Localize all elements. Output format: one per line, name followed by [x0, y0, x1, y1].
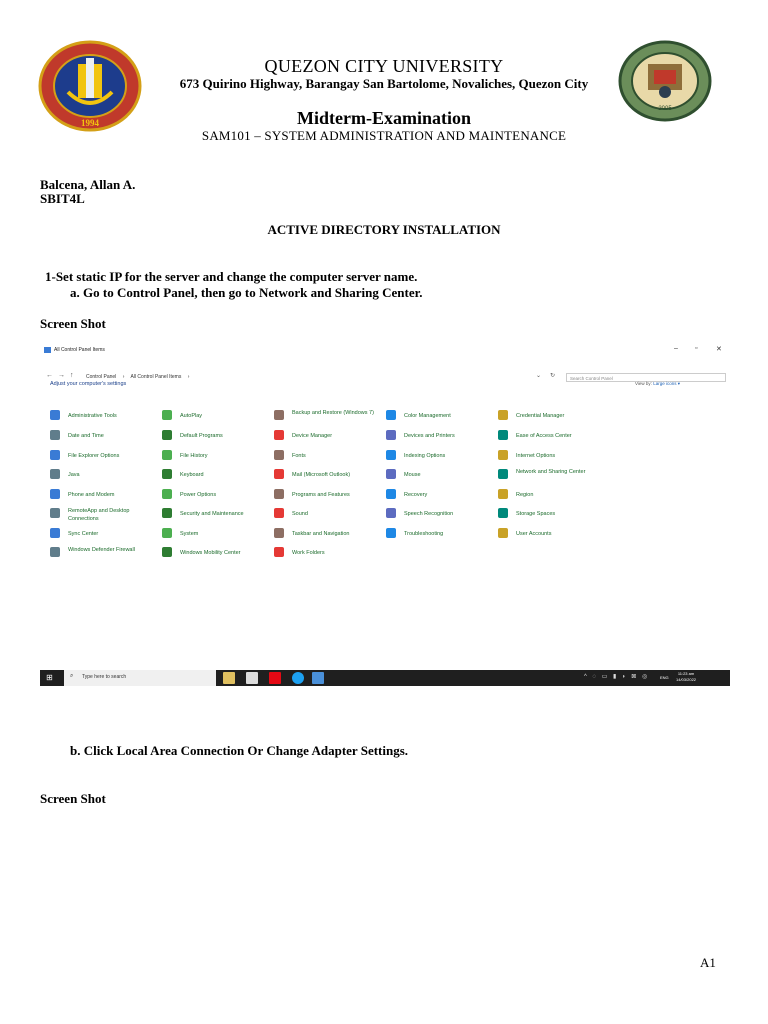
- control-panel-item-label: Java: [68, 472, 80, 478]
- window-title: All Control Panel Items: [54, 347, 105, 353]
- taskbar-search[interactable]: [64, 670, 216, 686]
- control-panel-item-label: Sound: [292, 511, 308, 517]
- control-panel-item-label: File History: [180, 453, 208, 459]
- logo-year-right: 2005: [658, 106, 672, 112]
- window-titlebar: [40, 344, 730, 358]
- control-panel-item-label: Credential Manager: [516, 413, 565, 419]
- language-indicator[interactable]: ENG: [660, 675, 669, 680]
- maximize-icon[interactable]: ▫: [695, 345, 698, 352]
- control-panel-item-icon: [274, 430, 284, 440]
- student-section: SBIT4L: [40, 191, 85, 206]
- control-panel-item[interactable]: [162, 468, 270, 484]
- control-panel-item[interactable]: [274, 468, 382, 484]
- control-panel-item[interactable]: [274, 449, 382, 465]
- exam-title: Midterm-Examination: [297, 108, 471, 128]
- control-panel-item-label: Indexing Options: [404, 453, 446, 459]
- control-panel-item[interactable]: [162, 546, 270, 562]
- control-panel-item-label: Windows Mobility Center: [180, 550, 241, 556]
- screenshot-label: Screen Shot: [40, 316, 106, 331]
- close-icon[interactable]: ✕: [716, 346, 722, 353]
- control-panel-item[interactable]: [162, 449, 270, 465]
- control-panel-item-icon: [386, 528, 396, 538]
- control-panel-item-label: Security and Maintenance: [180, 511, 244, 517]
- breadcrumb-separator: ›: [187, 374, 190, 380]
- edge-browser-icon[interactable]: [292, 672, 304, 684]
- control-panel-item[interactable]: [498, 488, 606, 504]
- control-panel-item-label: Sync Center: [68, 531, 99, 537]
- university-title: QUEZON CITY UNIVERSITY: [264, 56, 504, 76]
- control-panel-item-icon: [498, 528, 508, 538]
- control-panel-item-icon: [162, 547, 172, 557]
- step-1b: b. Click Local Area Connection Or Change Adapter Settings.: [70, 743, 409, 758]
- control-panel-item[interactable]: [274, 546, 382, 562]
- control-panel-item[interactable]: [50, 527, 158, 543]
- control-panel-item-label: Region: [516, 492, 534, 498]
- control-panel-item-label: Default Programs: [180, 433, 223, 439]
- control-panel-item-label: User Accounts: [516, 531, 552, 537]
- control-panel-item-label: Ease of Access Center: [516, 433, 572, 439]
- control-panel-item[interactable]: [498, 527, 606, 543]
- control-panel-item-icon: [50, 430, 60, 440]
- control-panel-item[interactable]: [386, 527, 494, 543]
- control-panel-item[interactable]: [498, 468, 606, 484]
- control-panel-item[interactable]: [498, 449, 606, 465]
- control-panel-item-icon: [274, 410, 284, 420]
- control-panel-item-icon: [162, 450, 172, 460]
- control-panel-item[interactable]: [50, 449, 158, 465]
- control-panel-item[interactable]: [274, 527, 382, 543]
- control-panel-item-label: AutoPlay: [180, 413, 203, 419]
- control-panel-item-label: Programs and Features: [292, 492, 350, 498]
- control-panel-item-icon: [50, 547, 60, 557]
- control-panel-item-icon: [498, 410, 508, 420]
- control-panel-taskbar-icon[interactable]: [312, 672, 324, 684]
- control-panel-item[interactable]: [162, 527, 270, 543]
- page-code: A1: [700, 955, 716, 970]
- control-panel-item-icon: [274, 489, 284, 499]
- document-heading: ACTIVE DIRECTORY INSTALLATION: [267, 222, 501, 237]
- control-panel-item-icon: [386, 469, 396, 479]
- breadcrumb-separator: ›: [122, 374, 125, 380]
- control-panel-item-label: Mail (Microsoft Outlook): [292, 472, 351, 478]
- clock-date: 14/03/2022: [676, 677, 697, 682]
- student-name: Balcena, Allan A.: [40, 177, 136, 192]
- breadcrumb-item[interactable]: All Control Panel Items: [130, 374, 182, 380]
- control-panel-item[interactable]: [274, 409, 382, 425]
- adjust-settings-heading: Adjust your computer's settings: [50, 381, 127, 387]
- control-panel-item-icon: [50, 410, 60, 420]
- taskbar: [40, 670, 730, 686]
- control-panel-item-icon: [162, 410, 172, 420]
- system-tray-icons[interactable]: ^ ◌ ▭ ▮ ◗ ⊠ ◎: [584, 674, 650, 680]
- control-panel-item[interactable]: [50, 409, 158, 425]
- control-panel-item-icon: [274, 547, 284, 557]
- control-panel-item[interactable]: [386, 468, 494, 484]
- control-panel-item-label: Storage Spaces: [516, 511, 556, 517]
- taskbar-app-icon[interactable]: [246, 672, 258, 684]
- control-panel-item-icon: [50, 508, 60, 518]
- control-panel-item-label: Fonts: [292, 453, 306, 459]
- screenshot-label: Screen Shot: [40, 791, 106, 806]
- forward-arrow-icon[interactable]: →: [58, 372, 65, 379]
- control-panel-item-icon: [386, 489, 396, 499]
- control-panel-item[interactable]: [162, 409, 270, 425]
- control-panel-item[interactable]: [274, 429, 382, 445]
- search-icon: ⌕: [70, 673, 74, 679]
- dropdown-chevron-icon[interactable]: ⌄: [536, 373, 542, 379]
- control-panel-item-icon: [274, 450, 284, 460]
- university-address: 673 Quirino Highway, Barangay San Bartolome, Novaliches, Quezon City: [179, 76, 589, 91]
- up-arrow-icon[interactable]: ↑: [70, 372, 74, 379]
- control-panel-item-icon: [162, 430, 172, 440]
- control-panel-item[interactable]: [50, 546, 158, 562]
- control-panel-item[interactable]: [50, 429, 158, 445]
- breadcrumb-item[interactable]: Control Panel: [86, 374, 117, 380]
- control-panel-item[interactable]: [162, 429, 270, 445]
- control-panel-item-label: Network and Sharing Center: [516, 469, 586, 475]
- control-panel-item[interactable]: [386, 507, 494, 523]
- control-panel-item[interactable]: [498, 409, 606, 425]
- file-explorer-icon[interactable]: [223, 672, 235, 684]
- control-panel-item-icon: [498, 430, 508, 440]
- control-panel-item-icon: [274, 469, 284, 479]
- control-panel-item[interactable]: [50, 507, 158, 523]
- taskbar-search-text: Type here to search: [82, 674, 127, 680]
- control-panel-icon: [44, 347, 51, 353]
- control-panel-item-label: Phone and Modem: [68, 492, 115, 498]
- control-panel-item-icon: [162, 489, 172, 499]
- address-bar: [40, 358, 730, 381]
- windows-start-icon[interactable]: ⊞: [46, 673, 53, 682]
- control-panel-item[interactable]: [50, 468, 158, 484]
- control-panel-item[interactable]: [498, 507, 606, 523]
- control-panel-item[interactable]: [386, 409, 494, 425]
- logo-year-left: 1994: [81, 118, 99, 128]
- control-panel-item[interactable]: [162, 507, 270, 523]
- control-panel-item-label: Date and Time: [68, 433, 104, 439]
- control-panel-item-icon: [386, 508, 396, 518]
- control-panel-screenshot: [40, 344, 730, 686]
- control-panel-item-label: File Explorer Options: [68, 453, 120, 459]
- control-panel-item-icon: [386, 430, 396, 440]
- control-panel-item[interactable]: [386, 488, 494, 504]
- control-panel-item[interactable]: [386, 449, 494, 465]
- search-input[interactable]: Search Control Panel: [566, 373, 726, 382]
- control-panel-item-icon: [50, 450, 60, 460]
- control-panel-item-label: Power Options: [180, 492, 217, 498]
- refresh-icon[interactable]: ↻: [550, 373, 556, 379]
- control-panel-item-icon: [498, 489, 508, 499]
- control-panel-item-label: Taskbar and Navigation: [292, 531, 350, 537]
- control-panel-item-label: Troubleshooting: [404, 531, 444, 537]
- control-panel-item-label: Device Manager: [292, 433, 333, 439]
- control-panel-item-icon: [386, 410, 396, 420]
- control-panel-item-icon: [498, 469, 508, 479]
- control-panel-item-label: Windows Defender Firewall: [68, 547, 135, 553]
- control-panel-item-icon: [50, 489, 60, 499]
- clock-time: 11:23 am: [677, 671, 695, 676]
- control-panel-item-icon: [162, 508, 172, 518]
- control-panel-item-label: Recovery: [404, 492, 428, 498]
- control-panel-item[interactable]: [162, 488, 270, 504]
- control-panel-item-label: RemoteApp and Desktop Connections: [68, 508, 130, 522]
- control-panel-item-label: Color Management: [404, 413, 451, 419]
- step-1: 1-Set static IP for the server and change the computer server name.: [45, 269, 418, 284]
- minimize-icon[interactable]: –: [674, 345, 678, 352]
- control-panel-item-icon: [274, 508, 284, 518]
- control-panel-item-label: Keyboard: [180, 472, 204, 478]
- control-panel-item-icon: [274, 528, 284, 538]
- control-panel-item-icon: [498, 450, 508, 460]
- breadcrumb[interactable]: [86, 374, 194, 380]
- control-panel-item-icon: [50, 469, 60, 479]
- control-panel-item-label: Mouse: [404, 472, 421, 478]
- control-panel-item-icon: [498, 508, 508, 518]
- control-panel-item[interactable]: [386, 429, 494, 445]
- back-arrow-icon[interactable]: ←: [46, 372, 53, 379]
- control-panel-item-label: Speech Recognition: [404, 511, 454, 517]
- clock[interactable]: [676, 671, 696, 683]
- control-panel-item-icon: [162, 469, 172, 479]
- step-1a: a. Go to Control Panel, then go to Network and Sharing Center.: [70, 285, 423, 300]
- control-panel-item[interactable]: [498, 429, 606, 445]
- control-panel-item[interactable]: [274, 507, 382, 523]
- control-panel-item-icon: [386, 450, 396, 460]
- control-panel-item-label: Administrative Tools: [68, 413, 117, 419]
- control-panel-item[interactable]: [274, 488, 382, 504]
- control-panel-item-icon: [50, 528, 60, 538]
- control-panel-item[interactable]: [50, 488, 158, 504]
- control-panel-item-label: Internet Options: [516, 453, 556, 459]
- view-by-label: View by:: [635, 381, 652, 386]
- control-panel-item-label: Work Folders: [292, 550, 325, 556]
- control-panel-item-label: Devices and Printers: [404, 433, 455, 439]
- view-by-value[interactable]: Large icons ▾: [653, 381, 680, 386]
- netflix-icon[interactable]: [269, 672, 281, 684]
- control-panel-item-icon: [162, 528, 172, 538]
- control-panel-item-label: System: [180, 531, 199, 537]
- control-panel-item-label: Backup and Restore (Windows 7): [292, 410, 374, 416]
- course-title: SAM101 – SYSTEM ADMINISTRATION AND MAINTENANCE: [201, 128, 567, 143]
- view-by-control[interactable]: [635, 381, 680, 387]
